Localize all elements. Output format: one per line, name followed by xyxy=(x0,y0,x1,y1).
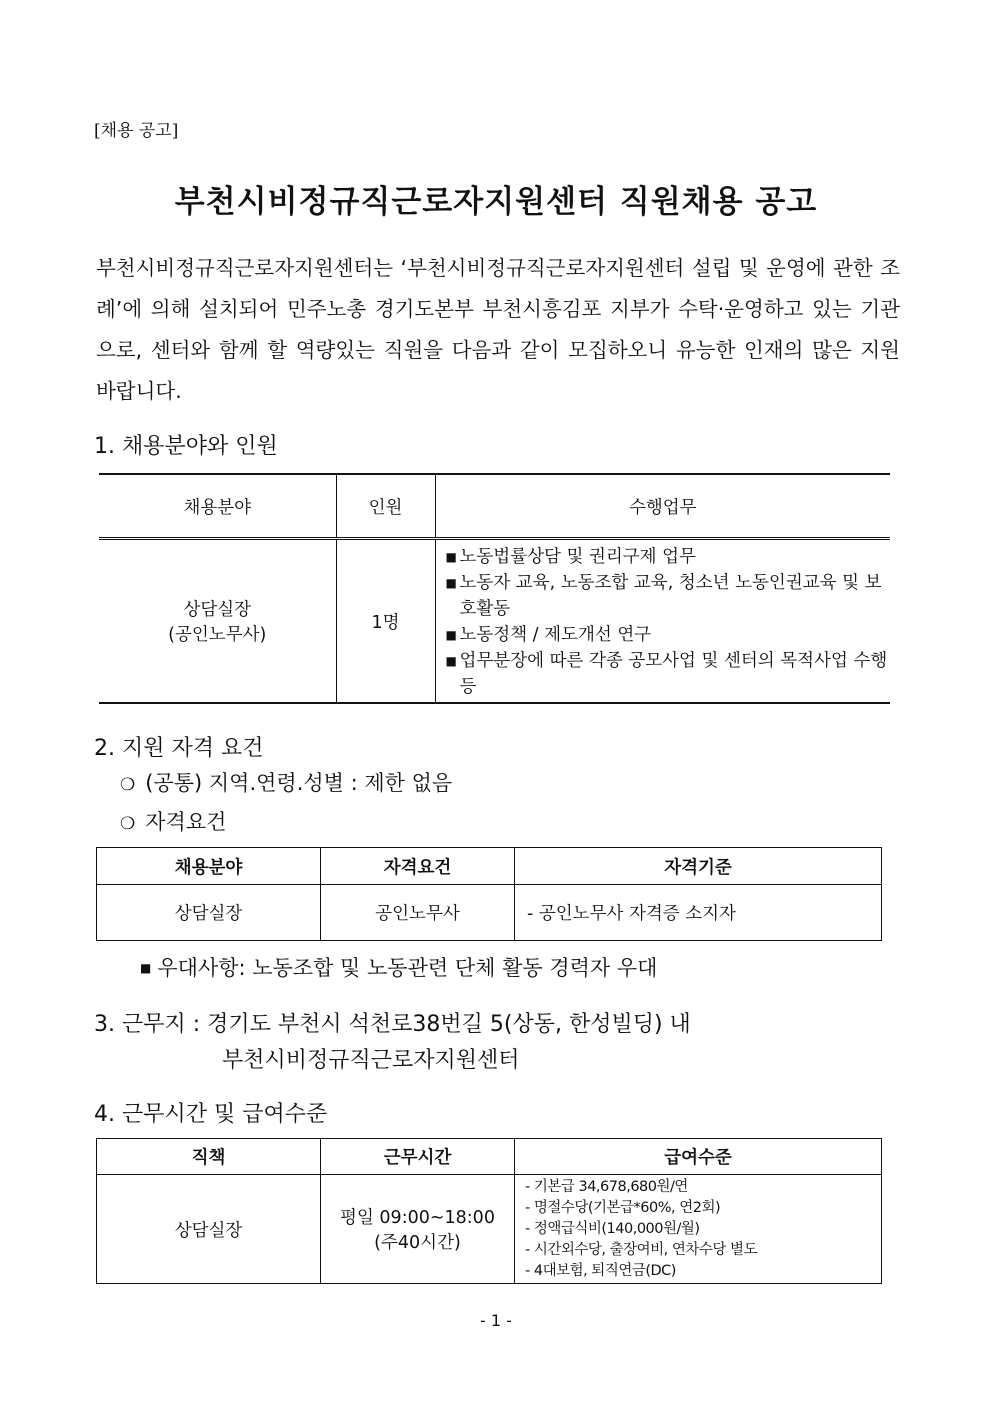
intro-paragraph: 부천시비정규직근로자지원센터는 ‘부천시비정규직근로자지원센터 설립 및 운영에 관한 조례’에 의해 설치되어 민주노총 경기도본부 부천시흥김포 지부가 수탁·운영하고 있는 기관으로, 센터와 함께 할 역량있는 직원을 다음과 같이 모집하오니 유능한 인재의 많은 지원 바랍니다. xyxy=(96,256,900,403)
duties-cell xyxy=(435,539,890,704)
hours-weekly: (주40시간) xyxy=(374,1233,461,1253)
position-cell: 상담실장 xyxy=(97,1175,321,1284)
pay-item: - 시간외수당, 출장여비, 연차수당 별도 xyxy=(525,1241,757,1258)
header-position: 직책 xyxy=(97,1139,321,1175)
duty-item: ■ 노동법률상담 및 권리구제 업무 xyxy=(446,544,891,570)
workplace-line: 3. 근무지 : 경기도 부천시 석천로38번길 5(상동, 한성빌딩) 내 xyxy=(94,1012,691,1037)
section4-heading: 4. 근무시간 및 급여수준 xyxy=(94,1102,328,1127)
header-criteria: 자격기준 xyxy=(515,848,882,885)
circle-icon: ❍ xyxy=(120,814,136,834)
circle-icon: ❍ xyxy=(120,775,136,795)
header-hours: 근무시간 xyxy=(321,1139,515,1175)
page-number: - 1 - xyxy=(480,1311,512,1330)
notice-tag: [채용 공고] xyxy=(94,121,179,141)
pay-item: - 기본급 34,678,680원/연 xyxy=(525,1178,688,1195)
criteria-cell: - 공인노무사 자격증 소지자 xyxy=(515,885,882,941)
duty-item: ■ 노동정책 / 제도개선 연구 xyxy=(446,622,891,648)
bullet-icon: ■ xyxy=(445,576,457,590)
field-cell xyxy=(99,539,336,704)
duty-item: ■ 노동자 교육, 노동조합 교육, 청소년 노동인권교육 및 보호활동 xyxy=(446,570,891,622)
salary-table xyxy=(96,1138,882,1284)
header-field: 채용분야 xyxy=(99,474,336,539)
qualification-table xyxy=(96,847,882,941)
bullet-icon: ■ xyxy=(445,550,457,564)
salary-cell xyxy=(515,1175,882,1284)
qualification-label: ❍ 자격요건 xyxy=(120,810,227,834)
common-requirement: ❍ (공통) 지역.연령.성별 : 제한 없음 xyxy=(120,771,453,795)
header-requirement: 자격요건 xyxy=(321,848,515,885)
preference-note: ■ 우대사항: 노동조합 및 노동관련 단체 활동 경력자 우대 xyxy=(140,956,658,980)
header-duties: 수행업무 xyxy=(435,474,890,539)
field-qualification: (공인노무사) xyxy=(168,625,267,645)
duty-item: ■ 업무분장에 따른 각종 공모사업 및 센터의 목적사업 수행 등 xyxy=(446,648,891,700)
field-name: 상담실장 xyxy=(183,600,252,620)
pay-item: - 명절수당(기본급*60%, 연2회) xyxy=(525,1199,721,1216)
requirement-cell: 공인노무사 xyxy=(321,885,515,941)
bullet-icon: ■ xyxy=(445,654,457,668)
section2-heading: 2. 지원 자격 요건 xyxy=(94,736,264,761)
pay-item: - 4대보험, 퇴직연금(DC) xyxy=(525,1262,676,1279)
header-field: 채용분야 xyxy=(97,848,321,885)
bullet-icon: ■ xyxy=(140,961,152,975)
hours-weekday: 평일 09:00~18:00 xyxy=(340,1208,495,1228)
bullet-icon: ■ xyxy=(445,628,457,642)
field-cell: 상담실장 xyxy=(97,885,321,941)
pay-item: - 정액급식비(140,000원/월) xyxy=(525,1220,700,1237)
recruitment-table xyxy=(99,473,890,704)
workplace-name: 부천시비정규직근로자지원센터 xyxy=(222,1048,520,1073)
page-title: 부천시비정규직근로자지원센터 직원채용 공고 xyxy=(174,184,818,220)
header-salary: 급여수준 xyxy=(515,1139,882,1175)
header-count: 인원 xyxy=(336,474,435,539)
count-cell: 1명 xyxy=(336,539,435,704)
section1-heading: 1. 채용분야와 인원 xyxy=(94,434,278,459)
hours-cell xyxy=(321,1175,515,1284)
